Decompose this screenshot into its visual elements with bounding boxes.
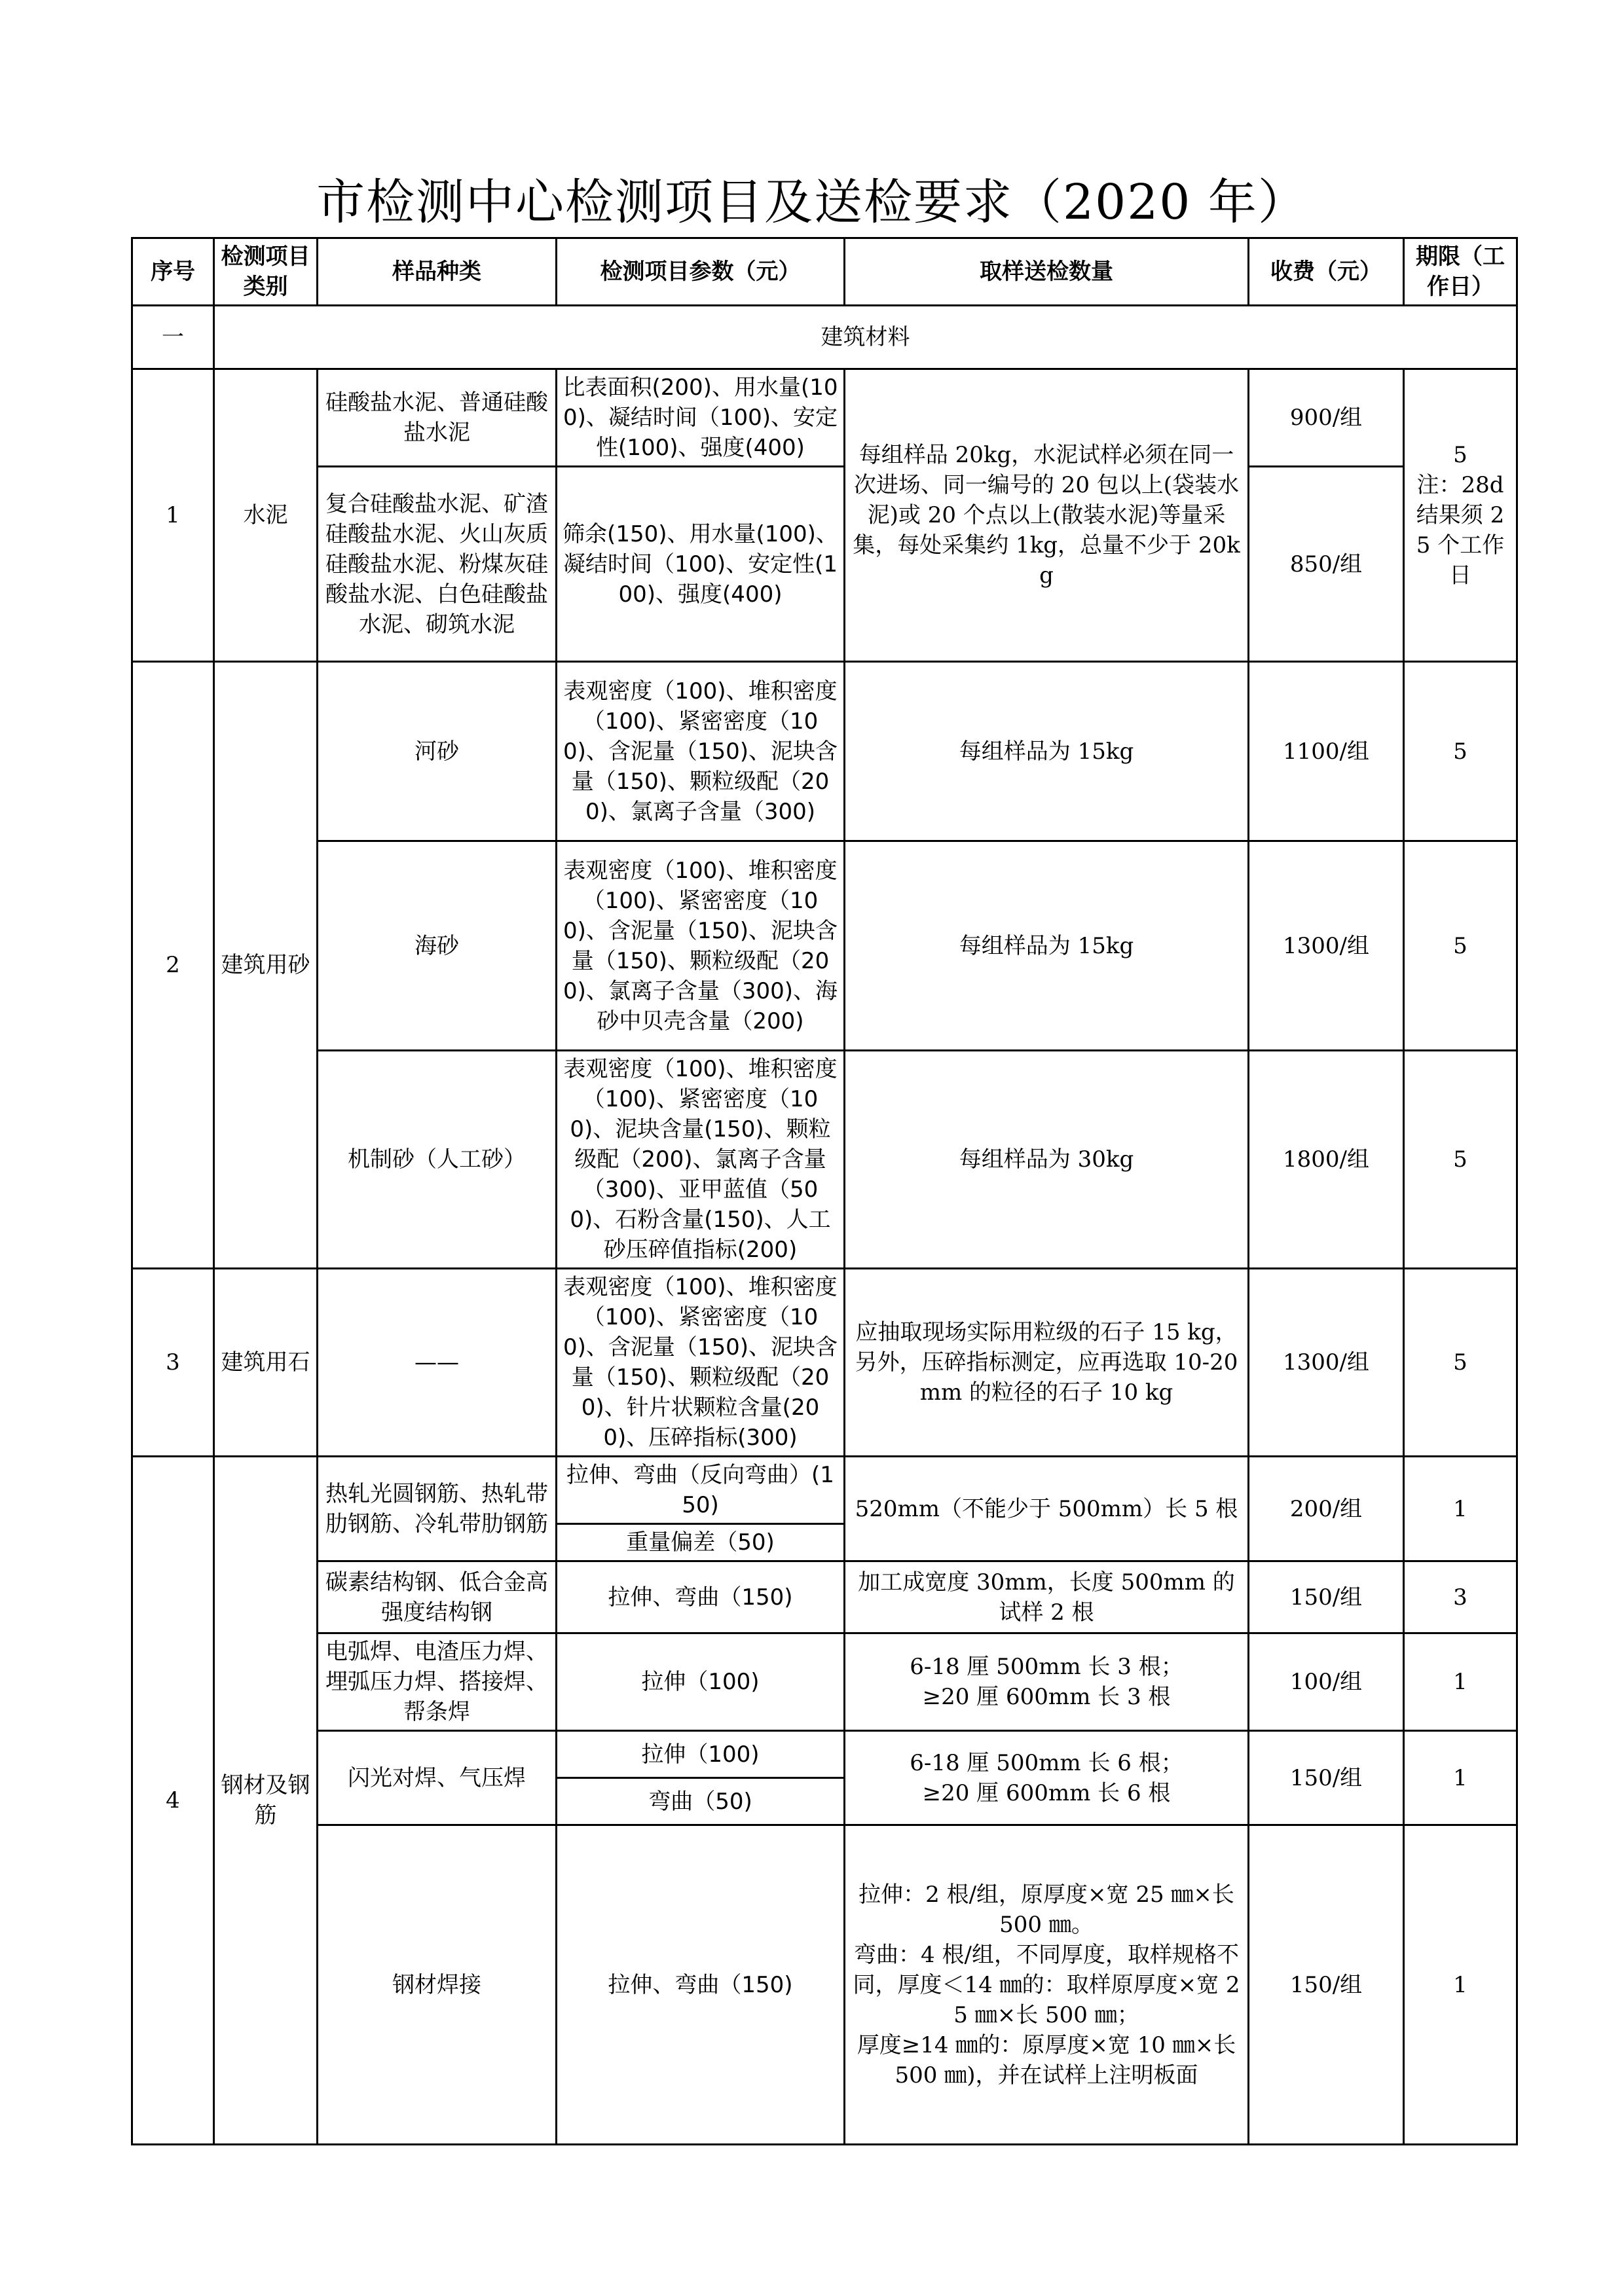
- table-row: [132, 1825, 1517, 2145]
- quantity-line: ≥20 厘 600mm 长 3 根: [922, 1684, 1171, 1710]
- fee-cell: 1300/组: [1249, 1269, 1404, 1457]
- quantity-cell: [845, 1825, 1249, 2145]
- header-sample: 样品种类: [318, 238, 557, 306]
- params-cell: 拉伸、弯曲（150): [557, 1825, 845, 2145]
- params-cell: 表观密度（100)、堆积密度（100)、紧密密度（100)、含泥量（150)、泥块含量（150)、颗粒级配（200)、氯离子含量（300)、海砂中贝壳含量（200): [557, 841, 845, 1051]
- params-cell: 弯曲（50): [557, 1778, 845, 1825]
- sample-cell: ——: [318, 1269, 557, 1457]
- sample-cell: 热轧光圆钢筋、热轧带肋钢筋、冷轧带肋钢筋: [318, 1457, 557, 1561]
- sample-cell: 机制砂（人工砂）: [318, 1051, 557, 1269]
- header-fee: 收费（元）: [1249, 238, 1404, 306]
- section-name: 建筑材料: [214, 306, 1517, 369]
- period-cell: 5: [1404, 841, 1517, 1051]
- params-cell: 表观密度（100)、堆积密度（100)、紧密密度（100)、含泥量（150)、泥块含量（150)、颗粒级配（200)、氯离子含量（300): [557, 662, 845, 841]
- row-category: 钢材及钢筋: [214, 1457, 318, 2145]
- quantity-cell: [845, 1731, 1249, 1825]
- row-seq: 4: [132, 1457, 214, 2145]
- quantity-line: 6-18 厘 500mm 长 3 根；: [910, 1654, 1183, 1680]
- table-row: [132, 841, 1517, 1051]
- header-period: 期限（工作日）: [1404, 238, 1517, 306]
- quantity-cell: 加工成宽度 30mm，长度 500mm 的试样 2 根: [845, 1561, 1249, 1633]
- period-cell: 5: [1404, 1051, 1517, 1269]
- header-category: 检测项目类别: [214, 238, 318, 306]
- quantity-line: ≥20 厘 600mm 长 6 根: [922, 1779, 1171, 1806]
- params-cell: 拉伸（100): [557, 1731, 845, 1778]
- params-cell: 比表面积(200)、用水量(100)、凝结时间（100)、安定性(100)、强度(400): [557, 369, 845, 467]
- period-cell: 1: [1404, 1731, 1517, 1825]
- row-seq: 1: [132, 369, 214, 662]
- params-cell: 筛余(150)、用水量(100)、凝结时间（100)、安定性(100)、强度(400): [557, 467, 845, 662]
- fee-cell: 100/组: [1249, 1633, 1404, 1731]
- period-cell: [1404, 369, 1517, 662]
- sample-cell: 硅酸盐水泥、普通硅酸盐水泥: [318, 369, 557, 467]
- sample-cell: 海砂: [318, 841, 557, 1051]
- fee-cell: 150/组: [1249, 1731, 1404, 1825]
- fee-cell: 150/组: [1249, 1561, 1404, 1633]
- period-cell: 1: [1404, 1825, 1517, 2145]
- section-seq: 一: [132, 306, 214, 369]
- header-quantity: 取样送检数量: [845, 238, 1249, 306]
- header-row: [132, 238, 1517, 306]
- row-category: 建筑用砂: [214, 662, 318, 1269]
- params-cell: 拉伸、弯曲（150): [557, 1561, 845, 1633]
- table-row: [132, 467, 1517, 662]
- inspection-table: [131, 237, 1518, 2145]
- quantity-cell: 每组样品为 15kg: [845, 662, 1249, 841]
- period-note: 注：28d 结果须 25 个工作日: [1416, 472, 1505, 589]
- header-seq: 序号: [132, 238, 214, 306]
- quantity-cell: 每组样品 20kg，水泥试样必须在同一次进场、同一编号的 20 包以上(袋装水泥)或 20 个点以上(散装水泥)等量采集，每处采集约 1kg，总量不少于 20kg: [845, 369, 1249, 662]
- table-row: [132, 1457, 1517, 1524]
- fee-cell: 900/组: [1249, 369, 1404, 467]
- row-category: 建筑用石: [214, 1269, 318, 1457]
- fee-cell: 200/组: [1249, 1457, 1404, 1561]
- row-seq: 2: [132, 662, 214, 1269]
- fee-cell: 850/组: [1249, 467, 1404, 662]
- table-row: [132, 1633, 1517, 1731]
- fee-cell: 1100/组: [1249, 662, 1404, 841]
- table-row: [132, 1051, 1517, 1269]
- fee-cell: 150/组: [1249, 1825, 1404, 2145]
- quantity-cell: 520mm（不能少于 500mm）长 5 根: [845, 1457, 1249, 1561]
- sample-cell: 钢材焊接: [318, 1825, 557, 2145]
- period-cell: 1: [1404, 1457, 1517, 1561]
- period-cell: 3: [1404, 1561, 1517, 1633]
- quantity-line: 厚度≥14 ㎜的：原厚度×宽 10 ㎜×长 500 ㎜)，并在试样上注明板面: [857, 2032, 1236, 2088]
- header-params: 检测项目参数（元）: [557, 238, 845, 306]
- sample-cell: 电弧焊、电渣压力焊、埋弧压力焊、搭接焊、帮条焊: [318, 1633, 557, 1731]
- table-row: [132, 1269, 1517, 1457]
- section-row: [132, 306, 1517, 369]
- quantity-cell: 每组样品为 15kg: [845, 841, 1249, 1051]
- params-cell: 拉伸、弯曲（反向弯曲）(150): [557, 1457, 845, 1524]
- period-cell: 1: [1404, 1633, 1517, 1731]
- fee-cell: 1800/组: [1249, 1051, 1404, 1269]
- params-cell: 表观密度（100)、堆积密度（100)、紧密密度（100)、含泥量（150)、泥块含量（150)、颗粒级配（200)、针片状颗粒含量(200)、压碎指标(300): [557, 1269, 845, 1457]
- table-row: [132, 662, 1517, 841]
- quantity-line: 拉伸：2 根/组，原厚度×宽 25 ㎜×长 500 ㎜。: [858, 1881, 1234, 1938]
- params-cell: 表观密度（100)、堆积密度（100)、紧密密度（100)、泥块含量(150)、颗粒级配（200)、氯离子含量（300)、亚甲蓝值（500)、石粉含量(150)、人工砂压碎值指标(200): [557, 1051, 845, 1269]
- quantity-line: 6-18 厘 500mm 长 6 根；: [910, 1749, 1183, 1776]
- params-cell: 重量偏差（50): [557, 1524, 845, 1561]
- page-title: 市检测中心检测项目及送检要求（2020 年）: [316, 174, 1308, 230]
- table-row: [132, 1561, 1517, 1633]
- period-cell: 5: [1404, 662, 1517, 841]
- fee-cell: 1300/组: [1249, 841, 1404, 1051]
- quantity-cell: 每组样品为 30kg: [845, 1051, 1249, 1269]
- row-seq: 3: [132, 1269, 214, 1457]
- sample-cell: 河砂: [318, 662, 557, 841]
- quantity-cell: [845, 1633, 1249, 1731]
- sample-cell: 碳素结构钢、低合金高强度结构钢: [318, 1561, 557, 1633]
- sample-cell: 复合硅酸盐水泥、矿渣硅酸盐水泥、火山灰质硅酸盐水泥、粉煤灰硅酸盐水泥、白色硅酸盐水泥、砌筑水泥: [318, 467, 557, 662]
- table-row: [132, 1731, 1517, 1778]
- quantity-cell: 应抽取现场实际用粒级的石子 15 kg，另外，压碎指标测定，应再选取 10-20mm 的粒径的石子 10 kg: [845, 1269, 1249, 1457]
- row-category: 水泥: [214, 369, 318, 662]
- period-value: 5: [1453, 442, 1467, 468]
- period-cell: 5: [1404, 1269, 1517, 1457]
- params-cell: 拉伸（100): [557, 1633, 845, 1731]
- sample-cell: 闪光对焊、气压焊: [318, 1731, 557, 1825]
- quantity-line: 弯曲：4 根/组，不同厚度，取样规格不同，厚度＜14 ㎜的：取样原厚度×宽 25 ㎜×长 500 ㎜；: [853, 1941, 1240, 2028]
- table-row: [132, 369, 1517, 467]
